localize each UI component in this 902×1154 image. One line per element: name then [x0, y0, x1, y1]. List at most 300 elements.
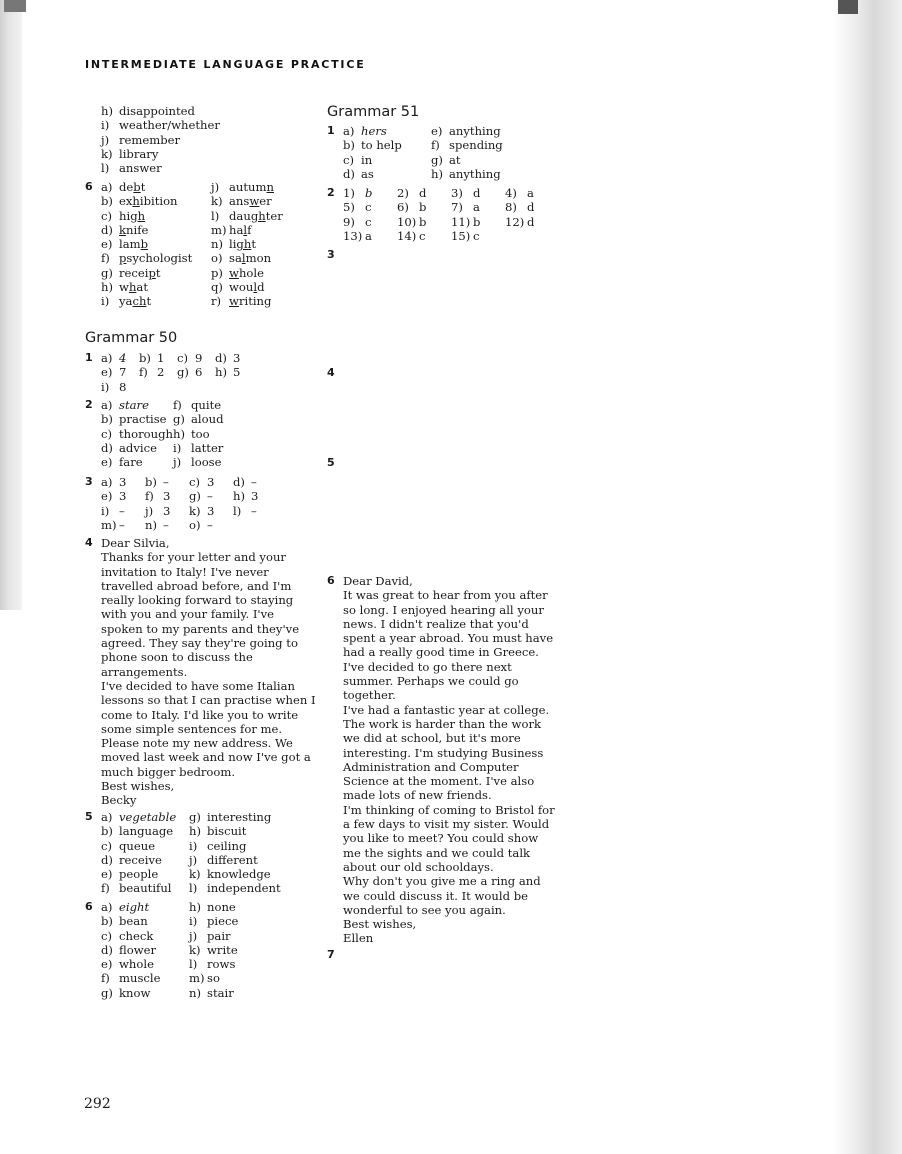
answer-text: 3 — [119, 475, 127, 489]
answer-cell — [505, 200, 559, 214]
answer-cell — [173, 398, 221, 412]
answer-letter: 11) — [451, 214, 471, 229]
answer-text: salmon — [229, 251, 272, 266]
answer-letter: b) — [101, 914, 113, 929]
answer-row — [101, 824, 281, 838]
exercise-number: 6 — [327, 574, 335, 587]
answer-letter: 8) — [505, 200, 517, 215]
answer-letter: c) — [101, 426, 113, 441]
answer-row — [101, 194, 283, 208]
answer-letter: j) — [211, 180, 220, 194]
answer-row — [343, 153, 503, 167]
answer-text: 3 — [207, 503, 215, 518]
answer-cell — [189, 957, 235, 971]
answer-text: advice — [119, 440, 157, 455]
answer-letter: d) — [101, 440, 113, 455]
answer-text: to help — [361, 138, 402, 153]
answer-cell — [101, 824, 189, 838]
answer-row — [101, 280, 283, 294]
answer-row — [101, 294, 283, 308]
answer-text: quite — [191, 398, 222, 412]
answer-text: at — [449, 152, 461, 167]
answer-letter: d) — [215, 351, 227, 365]
exercise-number: 3 — [85, 475, 93, 488]
answer-cell — [215, 365, 253, 379]
answer-cell — [173, 427, 210, 441]
answer-text: 6 — [195, 365, 203, 380]
answer-letter: k) — [211, 194, 223, 209]
answer-letter: m) — [101, 517, 117, 532]
answer-cell — [101, 943, 189, 957]
answer-cell — [101, 900, 189, 914]
answer-text: latter — [191, 440, 224, 455]
answer-letter: 3) — [451, 186, 463, 200]
answer-letter: j) — [189, 928, 198, 943]
answer-letter: a) — [101, 810, 113, 824]
answer-row — [101, 412, 224, 426]
answer-text: remember — [119, 132, 181, 147]
answer-cell — [101, 853, 189, 867]
answer-row — [101, 504, 277, 518]
answer-cell — [101, 294, 211, 308]
answer-grid-g51-2 — [343, 186, 559, 243]
answer-row — [101, 180, 283, 194]
answer-letter: h) — [173, 426, 185, 441]
answer-text: whole — [229, 265, 264, 280]
answer-cell — [431, 153, 461, 167]
answer-cell — [189, 475, 233, 489]
answer-cell — [173, 455, 221, 469]
answer-text: c — [365, 200, 372, 215]
answer-letter: g) — [431, 152, 443, 167]
answer-row — [101, 475, 277, 489]
answer-grid-g50-6 — [101, 900, 238, 1000]
answer-text: a — [527, 186, 534, 200]
answer-text: interesting — [207, 810, 272, 824]
answer-letter: g) — [101, 265, 113, 280]
carry-over-list — [101, 104, 220, 175]
answer-row — [343, 186, 559, 200]
answer-text: too — [191, 426, 210, 441]
answer-row — [101, 209, 283, 223]
answer-letter: a) — [101, 900, 113, 914]
answer-letter: o) — [189, 517, 201, 532]
answer-cell — [101, 251, 211, 265]
answer-letter: 7) — [451, 200, 463, 215]
answer-cell — [397, 200, 451, 214]
answer-letter: i) — [101, 294, 110, 309]
answer-letter: q) — [211, 280, 223, 295]
answer-cell — [343, 200, 397, 214]
answer-letter: m) — [211, 222, 227, 237]
answer-text: anything — [449, 166, 501, 181]
answer-letter: e) — [101, 455, 113, 470]
answer-text: independent — [207, 881, 281, 896]
answer-row — [101, 365, 253, 379]
answer-text: – — [207, 489, 213, 504]
answer-text: psychologist — [119, 251, 193, 266]
answer-cell — [189, 900, 236, 914]
answer-letter: 10) — [397, 214, 417, 229]
answer-text: c — [419, 228, 426, 243]
answer-text: – — [119, 517, 125, 532]
answer-row — [101, 161, 220, 175]
answer-cell — [189, 914, 238, 928]
answer-letter: f) — [101, 971, 110, 986]
answer-row — [101, 867, 281, 881]
section-title-grammar-51: Grammar 51 — [327, 104, 420, 120]
answer-letter: i) — [101, 379, 110, 394]
answer-letter: a) — [343, 124, 355, 138]
answer-row — [101, 266, 283, 280]
answer-text: daughter — [229, 208, 283, 223]
answer-text: – — [207, 517, 213, 532]
answer-text: 8 — [119, 379, 127, 394]
answer-text: high — [119, 208, 146, 223]
answer-cell — [343, 229, 397, 243]
answer-cell — [139, 351, 177, 365]
answer-row — [343, 167, 503, 181]
answer-letter: f) — [173, 398, 182, 412]
answer-cell — [189, 853, 258, 867]
answer-cell — [451, 186, 505, 200]
answer-cell — [101, 475, 145, 489]
answer-cell — [189, 489, 233, 503]
answer-letter: b) — [101, 412, 113, 427]
answer-cell — [177, 365, 215, 379]
answer-row — [101, 441, 224, 455]
answer-cell — [397, 229, 451, 243]
exercise-number: 4 — [85, 536, 93, 549]
answer-cell — [343, 138, 431, 152]
answer-letter: l) — [101, 161, 110, 176]
answer-letter: b) — [101, 194, 113, 209]
answer-letter: 6) — [397, 200, 409, 215]
answer-text: receive — [119, 852, 162, 867]
answer-row — [101, 398, 224, 412]
answer-text: – — [163, 475, 169, 489]
answer-cell — [189, 810, 271, 824]
answer-letter: j) — [189, 852, 198, 867]
answer-text: light — [229, 237, 256, 252]
answer-letter: 13) — [343, 228, 363, 243]
answer-letter: f) — [139, 365, 148, 380]
answer-row — [101, 147, 220, 161]
answer-row — [101, 489, 277, 503]
answer-text: different — [207, 852, 258, 867]
answer-text: eight — [119, 900, 150, 914]
answer-text: queue — [119, 838, 156, 853]
answer-cell — [211, 251, 271, 265]
answer-cell — [173, 441, 223, 455]
answer-letter: b) — [101, 824, 113, 839]
answer-letter: p) — [211, 265, 223, 280]
answer-letter: a) — [101, 398, 113, 412]
answer-grid-g50-5 — [101, 810, 281, 896]
answer-text: as — [361, 166, 374, 181]
answer-cell — [101, 194, 211, 208]
answer-cell — [101, 427, 173, 441]
scan-shadow-right — [832, 0, 902, 1154]
answer-text: biscuit — [207, 824, 247, 839]
answer-cell — [101, 223, 211, 237]
answer-text: 3 — [163, 503, 171, 518]
answer-letter: c) — [177, 351, 189, 365]
answer-cell — [189, 881, 281, 895]
answer-row — [101, 133, 220, 147]
answer-text: beautiful — [119, 881, 172, 896]
answer-letter: h) — [189, 900, 201, 914]
answer-row — [101, 251, 283, 265]
answer-grid-g50-3 — [101, 475, 277, 532]
answer-text: loose — [191, 455, 222, 470]
answer-text: 4 — [119, 351, 127, 365]
exercise-number: 2 — [327, 186, 335, 199]
answer-text: autumn — [229, 180, 274, 194]
answer-text: c — [365, 214, 372, 229]
answer-text: bean — [119, 914, 148, 929]
answer-cell — [397, 186, 451, 200]
answer-row — [101, 380, 253, 394]
answer-text: in — [361, 152, 373, 167]
answer-cell — [343, 215, 397, 229]
section-title-grammar-50: Grammar 50 — [85, 330, 178, 346]
answer-row — [101, 853, 281, 867]
answer-text: language — [119, 824, 174, 839]
answer-letter: f) — [431, 138, 440, 153]
answer-text: know — [119, 985, 151, 1000]
answer-text: fare — [119, 455, 143, 470]
answer-letter: d) — [101, 852, 113, 867]
answer-row — [343, 138, 503, 152]
answer-cell — [101, 441, 173, 455]
answer-text: anything — [449, 124, 501, 138]
answer-row — [101, 881, 281, 895]
answer-letter: i) — [101, 503, 110, 518]
answer-text: 3 — [207, 475, 215, 489]
answer-cell — [189, 929, 231, 943]
answer-letter: e) — [101, 867, 113, 882]
answer-cell — [189, 839, 246, 853]
answer-text: what — [119, 280, 148, 295]
answer-row — [101, 237, 283, 251]
answer-grid-ex6 — [101, 180, 283, 309]
scan-shadow-left — [0, 0, 22, 610]
answer-cell — [211, 194, 272, 208]
answer-row — [101, 839, 281, 853]
answer-cell — [397, 215, 451, 229]
letter-david: Dear David, It was great to hear from you after so long. I enjoyed hearing all your news. I didn't realize that you'd spent a year abroad. You must have had a really good time in Greece. I've decided to go there next summer. Perhaps we could go together. I've had a fantastic year at college. The work is harder than the work we did at school, but it's more interesting. I'm studying Business Administration and Computer Science at the moment. I've also made lots of new friends. I'm thinking of coming to Bristol for a few days to visit my sister. Would you like to meet? You could show me the sights and we could talk about our old schooldays. Why don't you give me a ring and we could discuss it. It would be wonderful to see you again. Best wishes, Ellen — [343, 574, 555, 946]
answer-letter: i) — [189, 914, 198, 929]
answer-text: b — [419, 214, 427, 229]
letter-silvia: Dear Silvia, Thanks for your letter and your invitation to Italy! I've never travelled abroad before, and I'm really looking forward to staying with you and your family. I've spoken to my parents and they've agreed. They say they're going to phone soon to discuss the arrangements. I've decided to have some Italian lessons so that I can practise when I come to Italy. I'd like you to write some simple sentences for me. Please note my new address. We moved last week and now I've got a much bigger bedroom. Best wishes, Becky — [101, 536, 316, 808]
answer-letter: e) — [101, 957, 113, 972]
answer-text: weather/whether — [119, 118, 220, 133]
answer-cell — [101, 504, 145, 518]
answer-letter: h) — [189, 824, 201, 839]
answer-letter: b) — [343, 138, 355, 153]
page-number: 292 — [84, 1096, 111, 1112]
answer-letter: l) — [189, 957, 198, 972]
answer-cell — [101, 398, 173, 412]
answer-cell — [101, 365, 139, 379]
answer-row — [343, 229, 559, 243]
answer-letter: g) — [101, 985, 113, 1000]
answer-letter: c) — [101, 208, 113, 223]
answer-cell — [431, 124, 501, 138]
answer-cell — [101, 180, 211, 194]
answer-letter: h) — [431, 166, 443, 181]
answer-cell — [233, 489, 277, 503]
answer-cell — [215, 351, 253, 365]
answer-cell — [431, 138, 503, 152]
exercise-number: 6 — [85, 900, 93, 913]
answer-text: flower — [119, 942, 157, 957]
answer-letter: 9) — [343, 214, 355, 229]
answer-letter: d) — [101, 942, 113, 957]
answer-cell — [101, 380, 139, 394]
answer-letter: d) — [101, 222, 113, 237]
answer-text: – — [251, 475, 257, 489]
answer-cell — [101, 455, 173, 469]
answer-letter: k) — [189, 867, 201, 882]
answer-text: 2 — [157, 365, 165, 380]
answer-cell — [145, 518, 189, 532]
answer-cell — [189, 867, 271, 881]
answer-cell — [101, 209, 211, 223]
answer-cell — [211, 180, 274, 194]
answer-cell — [101, 971, 189, 985]
answer-letter: h) — [101, 280, 113, 295]
answer-text: – — [119, 503, 125, 518]
answer-row — [101, 971, 238, 985]
answer-letter: n) — [211, 237, 223, 252]
answer-cell — [343, 167, 431, 181]
exercise-number: 5 — [327, 456, 335, 469]
answer-cell — [431, 167, 501, 181]
answer-letter: c) — [189, 475, 201, 489]
answer-letter: g) — [173, 412, 185, 427]
answer-text: ceiling — [207, 838, 247, 853]
answer-cell — [177, 351, 215, 365]
answer-letter: e) — [101, 489, 113, 504]
answer-text: 7 — [119, 365, 127, 380]
answer-text: a — [365, 228, 372, 243]
answer-text: knowledge — [207, 867, 271, 882]
answer-letter: a) — [101, 475, 113, 489]
answer-letter: g) — [189, 810, 201, 824]
answer-letter: c) — [101, 928, 113, 943]
answer-letter: n) — [145, 517, 157, 532]
answer-letter: f) — [101, 251, 110, 266]
answer-row — [101, 943, 238, 957]
answer-text: hers — [361, 124, 387, 138]
answer-text: pair — [207, 928, 231, 943]
answer-letter: k) — [189, 942, 201, 957]
scan-mark-left — [4, 0, 26, 12]
answer-cell — [211, 209, 283, 223]
answer-letter: r) — [211, 294, 222, 309]
answer-cell — [189, 504, 233, 518]
answer-letter: b) — [139, 351, 151, 365]
exercise-number: 3 — [327, 248, 335, 261]
answer-row — [101, 351, 253, 365]
answer-cell — [101, 881, 189, 895]
answer-letter: 14) — [397, 228, 417, 243]
answer-cell — [233, 475, 277, 489]
answer-letter: h) — [101, 104, 113, 118]
answer-text: would — [229, 280, 265, 295]
answer-text: piece — [207, 914, 239, 929]
answer-letter: f) — [145, 489, 154, 504]
answer-letter: 5) — [343, 200, 355, 215]
answer-cell — [343, 124, 431, 138]
answer-cell — [101, 412, 173, 426]
answer-cell — [189, 943, 238, 957]
answer-letter: c) — [343, 152, 355, 167]
answer-cell — [145, 489, 189, 503]
answer-text: writing — [229, 294, 272, 309]
answer-text: receipt — [119, 265, 161, 280]
answer-text: – — [163, 517, 169, 532]
answer-row — [101, 223, 283, 237]
answer-text: practise — [119, 412, 167, 427]
answer-cell — [233, 504, 277, 518]
answer-letter: f) — [101, 881, 110, 896]
answer-cell — [505, 186, 559, 200]
answer-row — [101, 900, 238, 914]
answer-letter: o) — [211, 251, 223, 266]
answer-cell — [451, 229, 505, 243]
answer-row — [101, 957, 238, 971]
answer-row — [101, 518, 277, 532]
answer-row — [343, 200, 559, 214]
exercise-number: 2 — [85, 398, 93, 411]
answer-text: yacht — [119, 294, 152, 309]
answer-letter: 1) — [343, 186, 355, 200]
answer-row — [101, 810, 281, 824]
answer-text: half — [229, 222, 252, 237]
answer-cell — [189, 518, 233, 532]
answer-letter: c) — [101, 838, 113, 853]
answer-letter: i) — [173, 440, 182, 455]
answer-text: stare — [119, 398, 149, 412]
answer-text: exhibition — [119, 194, 178, 209]
answer-row — [101, 427, 224, 441]
answer-cell — [211, 237, 256, 251]
answer-text: vegetable — [119, 810, 177, 824]
answer-text: check — [119, 928, 154, 943]
answer-cell — [101, 280, 211, 294]
answer-text: thorough — [119, 426, 173, 441]
answer-letter: g) — [177, 365, 189, 380]
answer-text: b — [419, 200, 427, 215]
answer-text: 3 — [119, 489, 127, 504]
answer-text: aloud — [191, 412, 224, 427]
answer-cell — [101, 839, 189, 853]
answer-text: 1 — [157, 351, 165, 365]
answer-text: answer — [229, 194, 272, 209]
exercise-number: 1 — [327, 124, 335, 137]
answer-cell — [211, 266, 264, 280]
answer-grid-g51-1 — [343, 124, 503, 181]
answer-text: 3 — [251, 489, 259, 504]
exercise-number: 6 — [85, 180, 93, 193]
answer-cell — [101, 914, 189, 928]
answer-cell — [343, 186, 397, 200]
answer-cell — [101, 810, 189, 824]
answer-letter: a) — [101, 180, 113, 194]
